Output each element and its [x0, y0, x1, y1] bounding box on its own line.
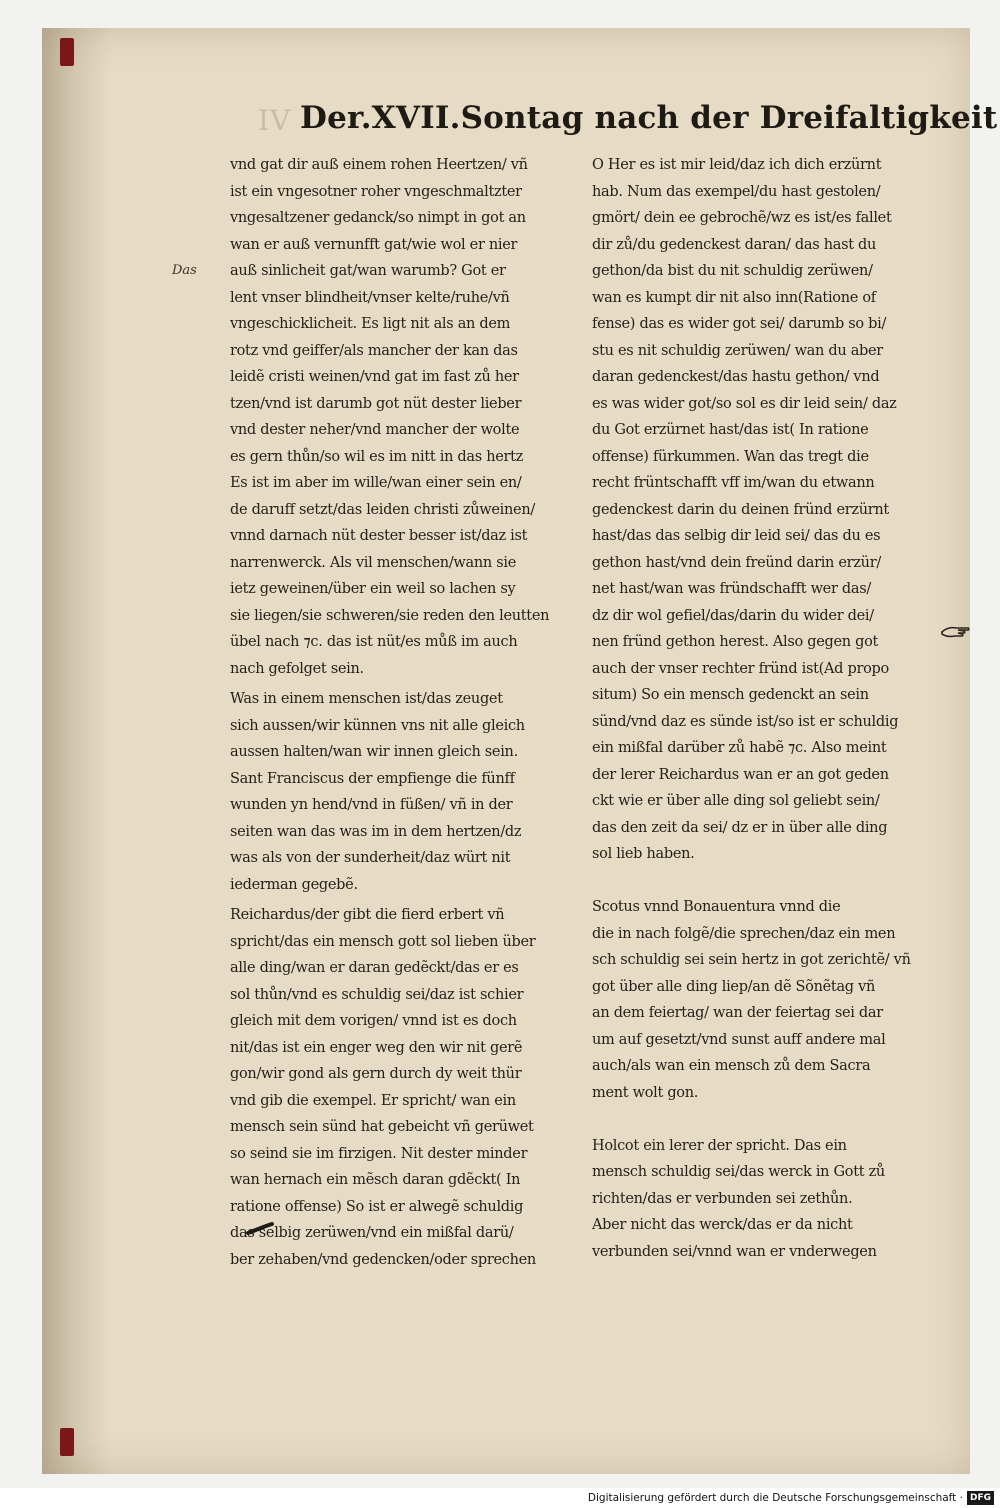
page-marker-top	[60, 38, 74, 66]
left-column-line: wan hernach ein mẽsch daran gdẽckt( In	[230, 1172, 521, 1188]
left-column-line: mensch sein sünd hat gebeicht vñ gerüwet	[230, 1119, 534, 1135]
right-column-line: offense) fürkummen. Wan das tregt die	[592, 448, 869, 465]
left-column-line: sie liegen/sie schweren/sie reden den leutten	[230, 607, 550, 624]
left-column-line: vnd dester neher/vnd mancher der wolte	[230, 422, 520, 438]
margin-note: Das	[172, 263, 197, 278]
left-column-line: ratione offense) So ist er alwegẽ schuldig	[230, 1198, 524, 1215]
left-column-line: spricht/das ein mensch gott sol lieben über	[230, 933, 536, 950]
left-column-line: vnd gib die exempel. Er spricht/ wan ein	[230, 1092, 516, 1109]
left-column-line: vnnd darnach nüt dester besser ist/daz ist	[230, 528, 528, 544]
right-column-line: die in nach folgẽ/die sprechen/daz ein men	[592, 925, 896, 942]
right-column-line: O Her es ist mir leid/daz ich dich erzürnt	[592, 157, 882, 173]
right-column-line: dz dir wol gefiel/das/darin du wider dei/	[592, 607, 874, 624]
left-column-line: sol thůn/vnd es schuldig sei/daz ist schier	[230, 986, 524, 1003]
right-column-line: net hast/wan was fründschafft wer das/	[592, 581, 871, 597]
right-column-line: mensch schuldig sei/das werck in Gott zů	[592, 1164, 885, 1180]
page-title: Der.XVII.Sontag nach der Dreifaltigkeit	[300, 100, 998, 136]
right-column-line: wan es kumpt dir nit also inn(Ratione of	[592, 289, 876, 306]
left-column-line: sich aussen/wir künnen vns nit alle gleich	[230, 717, 525, 734]
right-column-line: daran gedenckest/das hastu gethon/ vnd	[592, 369, 880, 385]
left-column-line: narrenwerck. Als vil menschen/wann sie	[230, 554, 517, 571]
right-column-line: situm) So ein mensch gedenckt an sein	[592, 687, 869, 703]
left-column-line: vngesaltzener gedanck/so nimpt in got an	[230, 210, 526, 226]
page-marker-bottom	[60, 1428, 74, 1456]
left-column-line: gon/wir gond als gern durch dy weit thür	[230, 1066, 522, 1082]
right-column-line: ein mißfal darüber zů habẽ ⁊c. Also meint	[592, 740, 887, 756]
left-column-line: seiten wan das was im in dem hertzen/dz	[230, 823, 522, 840]
left-column-line: vngeschicklicheit. Es ligt nit als an dem	[230, 316, 511, 332]
right-column-line: hab. Num das exempel/du hast gestolen/	[592, 183, 881, 200]
left-column-line: auß sinlicheit gat/wan warumb? Got er	[230, 263, 506, 279]
right-column-line: gethon/da bist du nit schuldig zerüwen/	[592, 263, 873, 279]
left-column-line: ietz geweinen/über ein weil so lachen sy	[230, 581, 516, 597]
right-column-line: sol lieb haben.	[592, 846, 695, 862]
left-column-line: de daruff setzt/das leiden christi zůweinen/	[230, 501, 535, 518]
bleed-through-ghost: IV	[258, 104, 292, 137]
left-column-line: wan er auß vernunfft gat/wie wol er nier	[230, 236, 518, 253]
right-column-line: der lerer Reichardus wan er an got geden	[592, 766, 889, 783]
left-column-line: vnd gat dir auß einem rohen Heertzen/ vñ	[230, 157, 528, 173]
left-column-line: was als von der sunderheit/daz würt nit	[230, 850, 511, 866]
right-column-line: das den zeit da sei/ dz er in über alle ding	[592, 819, 888, 836]
left-column-line: gleich mit dem vorigen/ vnnd ist es doch	[230, 1013, 517, 1029]
text-column-left	[230, 152, 578, 1273]
dfg-logo: DFG	[967, 1491, 994, 1505]
right-column-line: an dem feiertag/ wan der feiertag sei dar	[592, 1005, 883, 1021]
right-column-line: recht früntschafft vff im/wan du etwann	[592, 475, 875, 491]
left-column-line: leidẽ cristi weinen/vnd gat im fast zů her	[230, 369, 519, 385]
left-column-line: Es ist im aber im wille/wan einer sein en/	[230, 475, 522, 491]
right-column-line	[592, 868, 940, 895]
right-column-line: verbunden sei/vnnd wan er vnderwegen	[592, 1243, 877, 1260]
right-column-line: sch schuldig sei sein hertz in got zerichtẽ/ vñ	[592, 952, 911, 968]
left-column-line: Was in einem menschen ist/das zeuget	[230, 691, 503, 707]
left-column-line: aussen halten/wan wir innen gleich sein.	[230, 744, 518, 760]
right-column-line: Scotus vnnd Bonauentura vnnd die	[592, 899, 841, 915]
left-column-line: übel nach ⁊c. das ist nüt/es můß im auch	[230, 634, 518, 650]
right-column-line: nen fründ gethon herest. Also gegen got	[592, 634, 879, 650]
right-column-line: dir zů/du gedenckest daran/ das hast du	[592, 236, 877, 253]
left-column-line: nach gefolget sein.	[230, 660, 364, 677]
right-column-line: Holcot ein lerer der spricht. Das ein	[592, 1137, 847, 1154]
right-column-line: richten/das er verbunden sei zethůn.	[592, 1190, 853, 1207]
left-column-line: es gern thůn/so wil es im nitt in das hertz	[230, 448, 524, 465]
footer-text: Digitalisierung gefördert durch die Deutsche Forschungsgemeinschaft ·	[587, 1492, 963, 1504]
right-column-line: gethon hast/vnd dein freünd darin erzür/	[592, 554, 881, 571]
right-column-line: es was wider got/so sol es dir leid sein/ daz	[592, 395, 897, 412]
right-column-line: got über alle ding liep/an dẽ Sõnẽtag vñ	[592, 978, 876, 995]
left-column-line: ist ein vngesotner roher vngeschmaltzter	[230, 183, 522, 200]
right-column-line: fense) das es wider got sei/ darumb so bi/	[592, 316, 887, 332]
right-column-line: auch der vnser rechter fründ ist(Ad propo	[592, 660, 889, 677]
left-column-line: lent vnser blindheit/vnser kelte/ruhe/vñ	[230, 289, 510, 306]
right-column-line: gedenckest darin du deinen fründ erzürnt	[592, 501, 889, 518]
right-column-line: ckt wie er über alle ding sol geliebt sein/	[592, 793, 880, 809]
left-column-line: alle ding/wan er daran gedẽckt/das er es	[230, 960, 519, 976]
right-column-line: um auf gesetzt/vnd sunst auff andere mal	[592, 1031, 886, 1048]
right-column-line: stu es nit schuldig zerüwen/ wan du aber	[592, 342, 883, 359]
left-column-line: so seind sie im firzigen. Nit dester minder	[230, 1145, 528, 1162]
left-column-line: Reichardus/der gibt die fierd erbert vñ	[230, 907, 505, 923]
right-column-line: Aber nicht das werck/das er da nicht	[592, 1217, 853, 1233]
ink-stroke-mark	[246, 1222, 274, 1236]
manicule-hand-icon	[940, 620, 970, 644]
right-column-line: hast/das das selbig dir leid sei/ das du es	[592, 528, 881, 544]
right-column-line	[592, 1106, 940, 1133]
left-column-line: iederman gegebẽ.	[230, 876, 358, 893]
right-column-line: ment wolt gon.	[592, 1084, 699, 1101]
footer-credit	[588, 1490, 994, 1506]
right-column-line: du Got erzürnet hast/das ist( In ratione	[592, 422, 869, 438]
right-column-line: sünd/vnd daz es sünde ist/so ist er schuldig	[592, 713, 899, 730]
text-column-right	[592, 152, 940, 1265]
left-column-line: das selbig zerüwen/vnd ein mißfal darü/	[230, 1225, 514, 1241]
left-column-line: tzen/vnd ist darumb got nüt dester lieber	[230, 395, 522, 412]
right-column-line: gmört/ dein ee gebrochẽ/wz es ist/es fallet	[592, 210, 892, 226]
left-column-line: rotz vnd geiffer/als mancher der kan das	[230, 342, 518, 359]
left-column-line: wunden yn hend/vnd in füßen/ vñ in der	[230, 797, 513, 813]
left-column-line: nit/das ist ein enger weg den wir nit gerẽ	[230, 1039, 523, 1056]
left-column-line: Sant Franciscus der empfienge die fünff	[230, 770, 515, 787]
left-column-line: ber zehaben/vnd gedencken/oder sprechen	[230, 1251, 536, 1268]
right-column-line: auch/als wan ein mensch zů dem Sacra	[592, 1058, 871, 1074]
